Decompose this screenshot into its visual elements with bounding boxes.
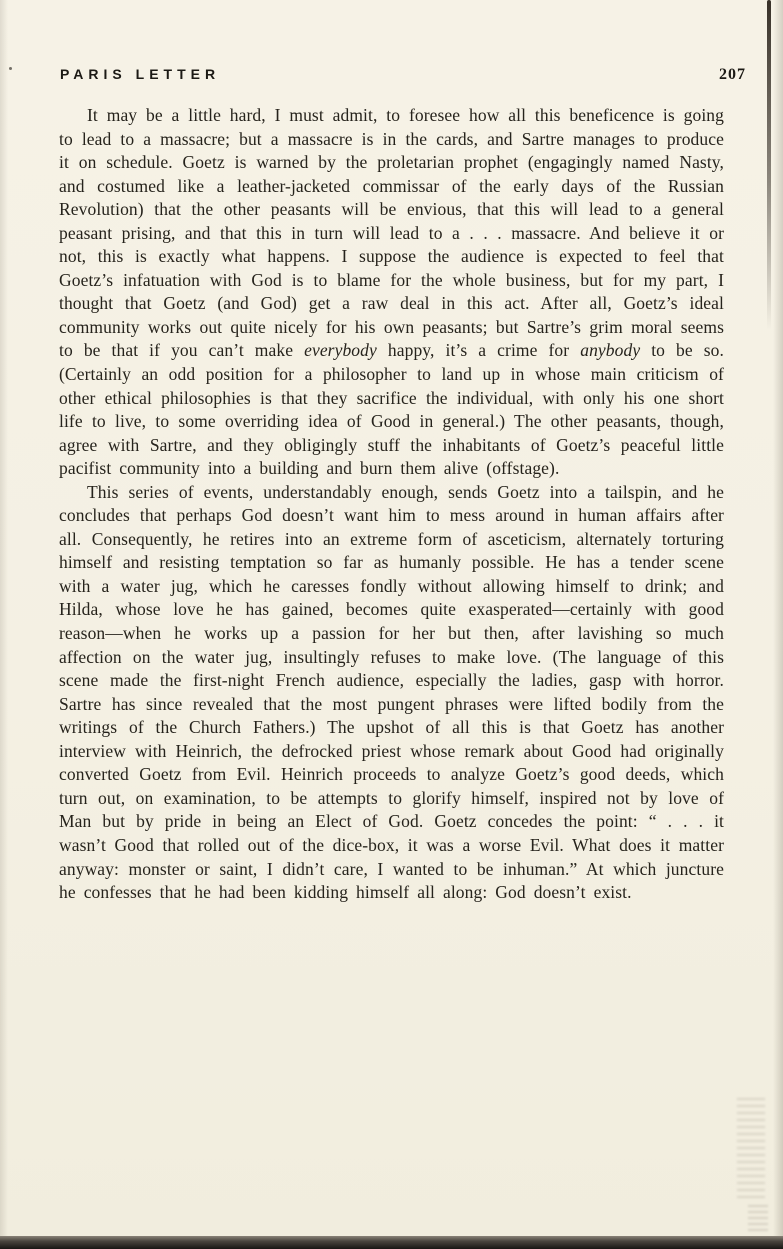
scan-showthrough-smudge: [737, 1098, 765, 1198]
running-header: [60, 66, 746, 84]
scan-edge-shadow-right: [767, 0, 771, 330]
scan-edge-soft-left: [0, 0, 8, 1249]
paragraph: [59, 481, 724, 905]
text-segment: It may be a little hard, I must admit, to foresee how all this beneficence is going to lead to a massacre; but a massacre is in the cards, and Sartre manages to produce it on schedule. Goetz is warned by the proletarian prophet (engagingly named Nasty, and costumed like a leather-jacketed commissar of the early days of the Russian Revolution) that the other peasants will be envious, that this will lead to a general peasant prising, and that this in turn will lead to a . . . massacre. And believe it or not, this is exactly what happens. I suppose the audience is expected to feel that Goetz’s infatuation with God is to blame for the whole business, but for my part, I thought that Goetz (and God) get a raw deal in this act. After all, Goetz’s ideal community works out quite nicely for his own peasants; but Sartre’s grim moral seems to be that if you can’t make: [59, 105, 724, 361]
scan-showthrough-smudge-small: [748, 1205, 768, 1231]
scan-speck: [9, 67, 12, 70]
paragraph: [59, 104, 724, 481]
text-segment: anybody: [580, 340, 641, 361]
text-segment: to be so. (Certainly an odd position for a philosopher to land up in whose main criticism of other ethical philosophies is that they sacrifice the individual, with only his one short life to live, to some overriding idea of Good in general.) The other peasants, though, agree with Sartre, and they obligingly stuff the inhabitants of Goetz’s peaceful little pacifist community into a building and burn them alive (offstage).: [59, 340, 724, 479]
page-text: [59, 104, 724, 905]
text-segment: everybody: [304, 340, 377, 361]
text-segment: happy, it’s a crime for: [376, 340, 581, 361]
scan-edge-soft-right: [773, 0, 783, 1249]
scan-bottom-edge: [0, 1236, 783, 1249]
page-number: 207: [719, 66, 746, 83]
text-segment: This series of events, understandably enough, sends Goetz into a tailspin, and he concludes that perhaps God doesn’t want him to mess around in human affairs after all. Consequently, he retires into an extreme form of asceticism, alternately torturing himself and resisting temptation so far as humanly possible. He has a tender scene with a water jug, which he caresses fondly without allowing himself to drink; and Hilda, whose love he has gained, becomes quite exasperated—certainly with good reason—when he works up a passion for her but then, after lavishing so much affection on the water jug, insultingly refuses to make love. (The language of this scene made the first-night French audience, especially the ladies, gasp with horror. Sartre has since revealed that the most pungent phrases were lifted bodily from the writings of the Church Fathers.) The upshot of all this is that Goetz has another interview with Heinrich, the defrocked priest whose remark about Good had originally converted Goetz from Evil. Heinrich proceeds to analyze Goetz’s good deeds, which turn out, on examination, to be attempts to glorify himself, inspired not by love of Man but by pride in being an Elect of God. Goetz concedes the point: “ . . . it wasn’t Good that rolled out of the dice-box, it was a worse Evil. What does it matter anyway: monster or saint, I didn’t care, I wanted to be inhuman.” At which juncture he confesses that he had been kidding himself all along: God doesn’t exist.: [59, 481, 724, 903]
page-header-title: PARIS LETTER: [60, 66, 221, 82]
